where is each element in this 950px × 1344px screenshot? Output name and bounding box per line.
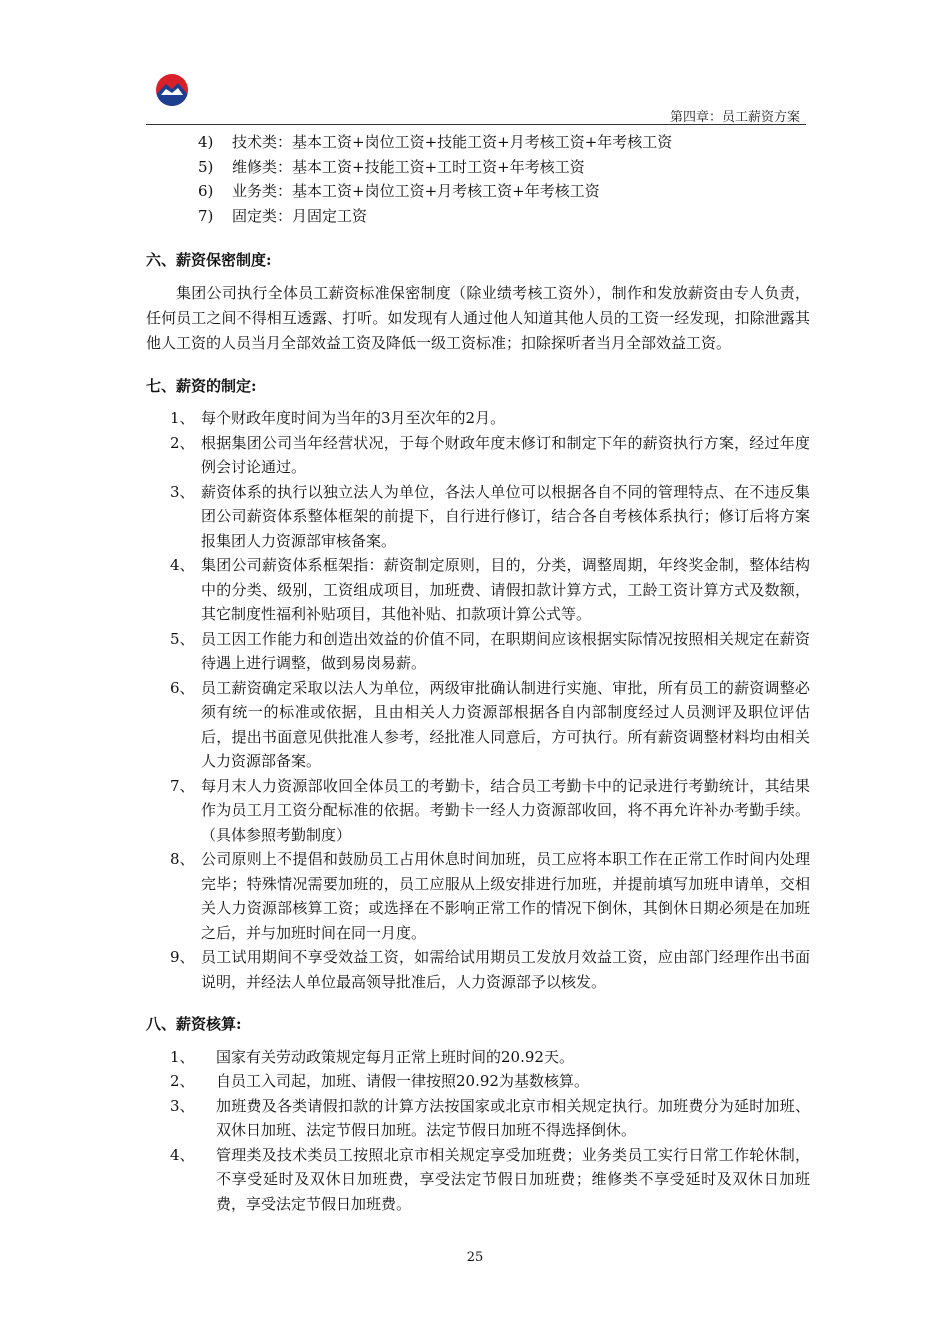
list-item-text: 固定类：月固定工资: [232, 206, 368, 225]
list-item-text: 集团公司薪资体系框架指：薪资制定原则，目的，分类，调整周期，年终奖金制，整体结构中的分类、级别，工资组成项目，加班费、请假扣款计算方式，工龄工资计算方式及数额，其它制度性福利补贴项目，其他补贴、扣款项计算公式等。: [201, 556, 810, 623]
list-item-number: 7、: [170, 776, 195, 795]
document-body: [146, 130, 810, 1216]
list-item-text: 薪资体系的执行以独立法人为单位，各法人单位可以根据各自不同的管理特点、在不违反集团公司薪资体系整体框架的前提下，自行进行修订，结合各自考核体系执行；修订后将方案报集团人力资源部审核备案。: [201, 482, 810, 550]
list-item-text: 维修类：基本工资+技能工资+工时工资+年考核工资: [232, 157, 585, 176]
list-item-text: 管理类及技术类员工按照北京市相关规定享受加班费；业务类员工实行日常工作轮休制，不享受延时及双休日加班费，享受法定节假日加班费；维修类不享受延时及双休日加班费，享受法定节假日加班费。: [216, 1145, 810, 1213]
list-item-number: 4、: [170, 556, 195, 574]
list-item: [170, 627, 810, 676]
section-heading-salary-setting: 七、薪资的制定:: [146, 376, 257, 395]
company-logo-icon: [154, 72, 190, 108]
header-divider: [146, 124, 806, 125]
section-heading-confidentiality: 六、薪资保密制度:: [146, 251, 272, 269]
list-item-number: 3、: [170, 1096, 195, 1115]
list-item: [170, 406, 810, 431]
list-item: [198, 155, 810, 180]
list-item-number: 7): [198, 206, 214, 225]
list-item-text: 公司原则上不提倡和鼓励员工占用休息时间加班，员工应将本职工作在正常工作时间内处理完毕；特殊情况需要加班的，员工应服从上级安排进行加班，并提前填写加班申请单，交相关人力资源部核算工资；或选择在不影响正常工作的情况下倒休，其倒休日期必须是在加班之后，并与加班时间在同一月度。: [201, 850, 810, 942]
page-number: 25: [466, 1250, 484, 1265]
list-item-text: 每月末人力资源部收回全体员工的考勤卡，结合员工考勤卡中的记录进行考勤统计，其结果作为员工月工资分配标准的依据。考勤卡一经人力资源部收回，将不再允许补办考勤手续。（具体参照考勤制度）: [201, 776, 810, 844]
list-item: [198, 204, 810, 229]
list-item: [170, 676, 810, 774]
list-item: [170, 431, 810, 480]
list-item-text: 每个财政年度时间为当年的3月至次年的2月。: [201, 409, 506, 427]
list-item-text: 国家有关劳动政策规定每月正常上班时间的20.92天。: [216, 1047, 574, 1066]
list-item: [170, 1143, 810, 1217]
list-item: [170, 1094, 810, 1143]
list-item-text: 员工因工作能力和创造出效益的价值不同，在职期间应该根据实际情况按照相关规定在薪资待遇上进行调整，做到易岗易薪。: [201, 629, 810, 672]
list-item-number: 6、: [170, 678, 195, 697]
list-item: [170, 1069, 810, 1094]
list-item: [170, 553, 810, 627]
list-item-number: 2、: [170, 433, 195, 452]
list-item: [198, 179, 810, 204]
list-item-text: 自员工入司起，加班、请假一律按照20.92为基数核算。: [216, 1072, 589, 1090]
list-item-text: 加班费及各类请假扣款的计算方法按国家或北京市相关规定执行。加班费分为延时加班、双休日加班、法定节假日加班。法定节假日加班不得选择倒休。: [216, 1096, 810, 1139]
list-item-text: 员工试用期间不享受效益工资，如需给试用期员工发放月效益工资，应由部门经理作出书面说明，并经法人单位最高领导批准后，人力资源部予以核发。: [201, 948, 810, 991]
list-item-number: 9、: [170, 948, 195, 966]
list-item-text: 员工薪资确定采取以法人为单位，两级审批确认制进行实施、审批，所有员工的薪资调整必须有统一的标准或依据，且由相关人力资源部根据各自内部制度经过人员测评及职位评估后，提出书面意见供批准人参考，经批准人同意后，方可执行。所有薪资调整材料均由相关人力资源部备案。: [201, 678, 810, 770]
list-item-number: 3、: [170, 482, 195, 501]
list-item: [198, 130, 810, 155]
list-item-number: 2、: [170, 1072, 195, 1090]
list-item-number: 4): [198, 133, 214, 151]
section-heading-salary-accounting: 八、薪资核算:: [146, 1015, 242, 1033]
list-item: [170, 1045, 810, 1070]
list-item: [170, 774, 810, 848]
list-item: [170, 945, 810, 994]
salary-setting-list: [146, 406, 810, 994]
list-item: [170, 480, 810, 554]
list-item-number: 4、: [170, 1145, 195, 1164]
list-item-text: 业务类：基本工资+岗位工资+月考核工资+年考核工资: [232, 182, 600, 200]
list-item-text: 技术类：基本工资+岗位工资+技能工资+月考核工资+年考核工资: [232, 133, 673, 151]
list-item-number: 1、: [170, 409, 195, 427]
salary-type-list: [198, 130, 810, 228]
list-item-number: 6): [198, 182, 214, 200]
list-item-number: 5、: [170, 629, 195, 648]
list-item: [170, 847, 810, 945]
list-item-number: 1、: [170, 1047, 195, 1066]
salary-accounting-list: [146, 1045, 810, 1217]
list-item-number: 5): [198, 157, 214, 176]
confidentiality-paragraph: 集团公司执行全体员工薪资标准保密制度（除业绩考核工资外），制作和发放薪资由专人负责，任何员工之间不得相互透露、打听。如发现有人通过他人知道其他人员的工资一经发现，扣除泄露其他人工资的人员当月全部效益工资及降低一级工资标准；扣除探听者当月全部效益工资。: [146, 283, 810, 352]
chapter-title: 第四章：员工薪资方案: [669, 110, 800, 125]
list-item-text: 根据集团公司当年经营状况，于每个财政年度末修订和制定下年的薪资执行方案，经过年度例会讨论通过。: [201, 433, 810, 476]
list-item-number: 8、: [170, 850, 195, 868]
